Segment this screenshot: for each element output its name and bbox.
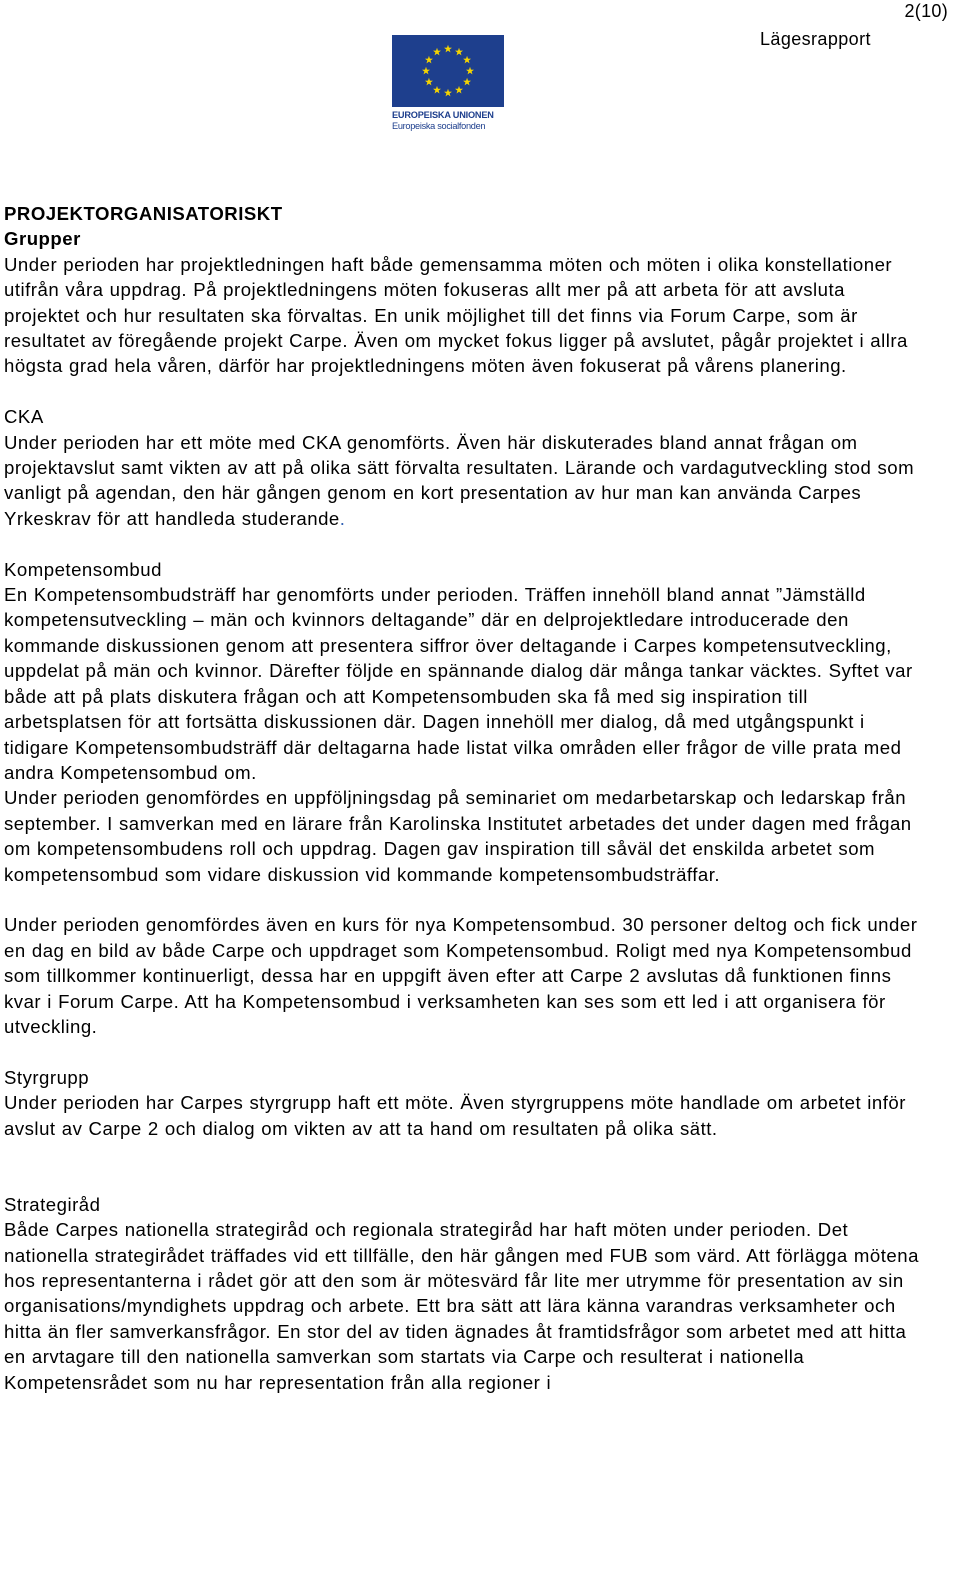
spacer [4, 379, 924, 404]
section-title-kompetensombud: Kompetensombud [4, 558, 162, 580]
section-body-kompetensombud-3: Under perioden genomfördes även en kurs för nya Kompetensombud. 30 personer deltog och fick under en dag en bild av både Carpe och uppdraget som Kompetensombud. Roligt med nya Kompetensombud som tillkommer kontinuerligt, dessa har en uppgift även efter att Carpe 2 avslutas då funktionen finns kvar i Forum Carpe. Att ha Kompetensombud i verksamheten kan ses som ett led i att organisera för utveckling. [4, 914, 918, 1037]
logo-text-fund: Europeiska socialfonden [392, 121, 486, 131]
cka-trailing-dot: . [339, 507, 346, 529]
section-body-strategirad: Både Carpes nationella strategiråd och regionala strategiråd har haft möten under perioden. Det nationella strategirådet träffades vid ett tillfälle, den här gången med FUB som värd. Att förlägga mötena hos representanterna i rådet gör att den som är mötesvärd får lite mer utrymme för presentation av sin organisations/myndighets uppdrag och arbete. Ett bra sätt att lära känna varandras verksamheter och hitta än fler samverkansfrågor. En stor del av tiden ägnades åt framtidsfrågor som arbetet med att hitta en arvtagare till den nationella samverkan som startats via Carpe och resulterat i nationella Kompetensrådet som nu har representation från alla regioner i [4, 1219, 919, 1393]
section-body-cka [4, 430, 924, 532]
cka-text: Under perioden har ett möte med CKA genomförts. Även här diskuterades bland annat frågan om projektavslut samt vikten av att på olika sätt förvalta resultaten. Lärande och vardagutveckling stod som vanligt på agendan, den här gången genom en kort presentation av hur man kan använda Carpes Yrkeskrav för att handleda studerande [4, 431, 915, 529]
section-body-kompetensombud-1: En Kompetensombudsträff har genomförts under perioden. Träffen innehöll bland annat ”Jämställd kompetensutveckling – män och kvinnors deltagande” där en delprojektledare introducerade den kommande diskussionen genom att presentera siffror över deltagande i Carpes kompetensutveckling, uppdelat på män och kvinnor. Därefter följde en spännande dialog där många tankar väcktes. Syftet var både att på plats diskutera frågan och att Kompetensombuden ska få med sig inspiration till arbetsplatsen för att fortsätta diskussionen där. Dagen innehöll mer dialog, då med utgångspunkt i tidigare Kompetensombudsträff där deltagarna hade listat vilka områden eller frågor de ville prata med andra Kompetensombud om. [4, 584, 913, 783]
section-body-kompetensombud-2: Under perioden genomfördes en uppföljningsdag på seminariet om medarbetarskap och ledarskap från september. I samverkan med en lärare från Karolinska Institutet arbetades det under dagen med frågan om kompetensombudens roll och uppdrag. Dagen gav inspiration till såväl det enskilda arbetet som kompetensombud som vidare diskussion vid kommande kompetensombudsträffar. [4, 787, 912, 885]
main-heading: PROJEKTORGANISATORISKT [4, 203, 283, 224]
spacer [4, 1039, 924, 1064]
section-title-strategirad: Strategiråd [4, 1193, 101, 1215]
page-number: 2(10) [904, 1, 948, 21]
spacer [4, 531, 924, 556]
logo-text-union: EUROPEISKA UNIONEN [392, 110, 494, 120]
section-body-styrgrupp: Under perioden har Carpes styrgrupp haft ett möte. Även styrgruppens möte handlade om arbetet inför avslut av Carpe 2 och dialog om vikten av att ta hand om resultaten på olika sätt. [4, 1092, 906, 1139]
report-label: Lägesrapport [760, 29, 871, 49]
eu-logo [392, 35, 504, 135]
spacer [4, 887, 924, 912]
spacer [4, 1141, 924, 1166]
spacer [4, 1166, 924, 1191]
section-title-cka: CKA [4, 406, 44, 428]
section-body-grupper: Under perioden har projektledningen haft både gemensamma möten och möten i olika konstellationer utifrån våra uppdrag. På projektledningens möten fokuseras allt mer på att arbeta för att avsluta projektet och hur resultaten ska förvaltas. En unik möjlighet till det finns via Forum Carpe, som är resultatet av föregående projekt Carpe. Även om mycket fokus ligger på avslutet, pågår projektet i allra högsta grad hela våren, därför har projektledningens möten även fokuserat på vårens planering. [4, 253, 908, 377]
document-body [4, 201, 924, 1395]
section-title-styrgrupp: Styrgrupp [4, 1066, 90, 1088]
section-title-grupper: Grupper [4, 228, 81, 250]
eu-flag-icon [392, 35, 504, 107]
